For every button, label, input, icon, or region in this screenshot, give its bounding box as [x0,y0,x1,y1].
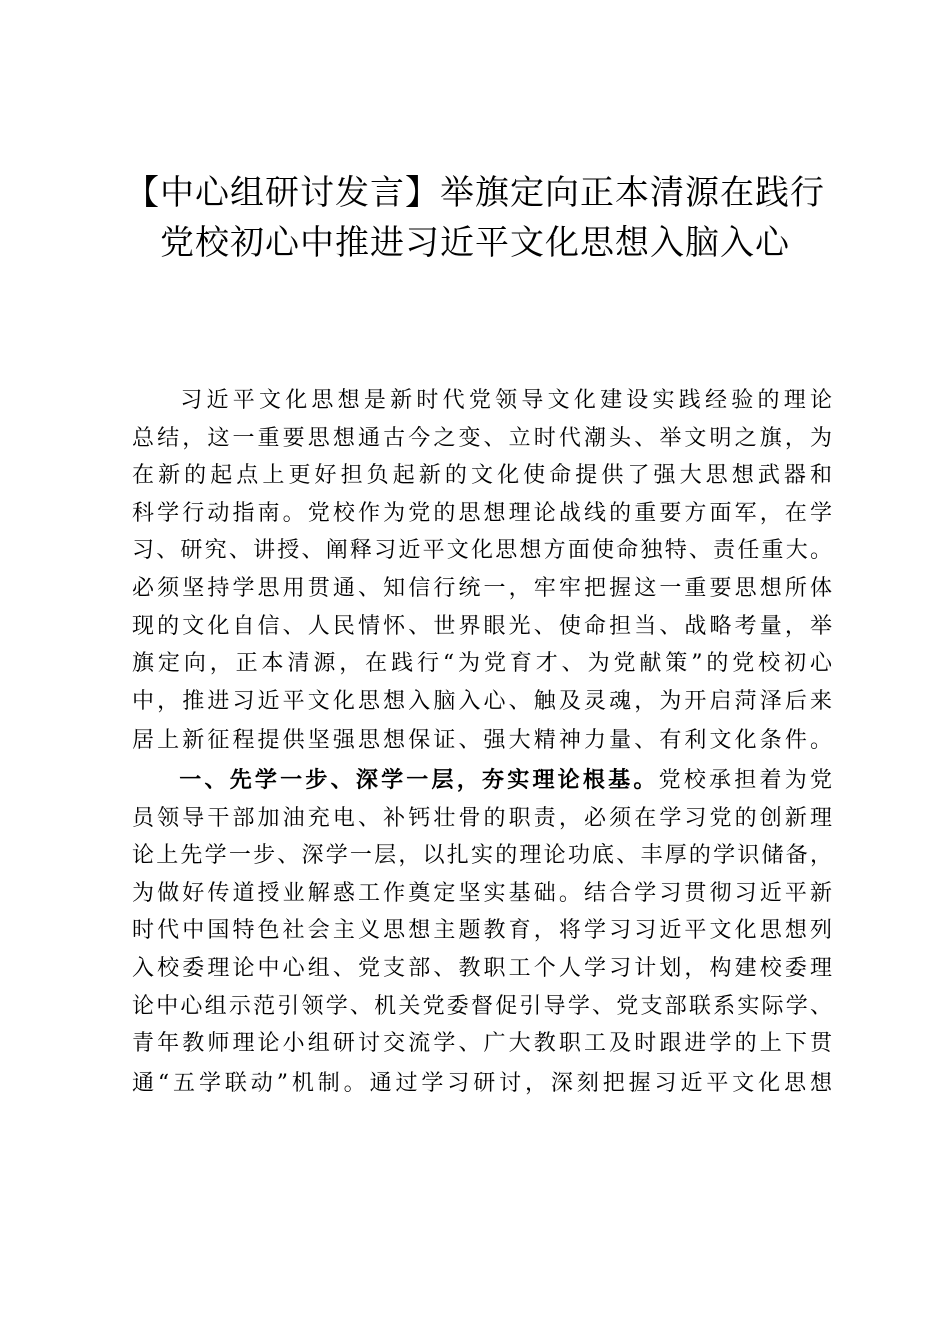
paragraph-line: 为做好传道授业解惑工作奠定坚实基础。结合学习贯彻习近平新 [132,880,832,906]
document-title [100,168,850,268]
paragraph-line: 科学行动指南。党校作为党的思想理论战线的重要方面军，在学 [132,500,832,526]
paragraph-line: 通“五学联动”机制。通过学习研讨，深刻把握习近平文化思想 [132,1070,832,1096]
paragraph-line: 入校委理论中心组、党支部、教职工个人学习计划，构建校委理 [132,955,832,981]
paragraph-line: 青年教师理论小组研讨交流学、广大教职工及时跟进学的上下贯 [132,1031,832,1057]
paragraph-line: 论上先学一步、深学一层，以扎实的理论功底、丰厚的学识储备， [132,843,832,869]
paragraph-line: 论中心组示范引领学、机关党委督促引导学、党支部联系实际学、 [132,993,832,1019]
paragraph-intro [132,382,832,760]
paragraph-line: 旗定向，正本清源，在践行“为党育才、为党献策”的党校初心 [132,651,832,677]
section-1-heading: 一、先学一步、深学一层，夯实理论根基。 [176,767,659,793]
paragraph-line: 时代中国特色社会主义思想主题教育，将学习习近平文化思想列 [132,918,832,944]
paragraph-line: 中，推进习近平文化思想入脑入心、触及灵魂，为开启菏泽后来 [132,688,832,714]
paragraph-line: 习、研究、讲授、阐释习近平文化思想方面使命独特、责任重大。 [132,538,832,564]
paragraph-line: 总结，这一重要思想通古今之变、立时代潮头、举文明之旗，为 [132,425,832,451]
title-line-1: 【中心组研讨发言】举旗定向正本清源在践行 [125,173,825,213]
section-1-text-start: 党校承担着为党 [658,767,832,793]
section-1 [132,762,832,1102]
title-line-2: 党校初心中推进习近平文化思想入脑入心 [160,223,790,263]
paragraph-line: 在新的起点上更好担负起新的文化使命提供了强大思想武器和 [132,463,832,489]
document-body [132,382,832,1102]
paragraph-line: 现的文化自信、人民情怀、世界眼光、使命担当、战略考量，举 [132,613,832,639]
paragraph-line: 习近平文化思想是新时代党领导文化建设实践经验的理论 [176,388,832,413]
paragraph-line: 必须坚持学思用贯通、知信行统一，牢牢把握这一重要思想所体 [132,575,832,601]
section-1-first-line [132,762,832,800]
paragraph-line: 居上新征程提供坚强思想保证、强大精神力量、有利文化条件。 [132,728,832,754]
paragraph-line: 员领导干部加油充电、补钙壮骨的职责，必须在学习党的创新理 [132,805,832,831]
